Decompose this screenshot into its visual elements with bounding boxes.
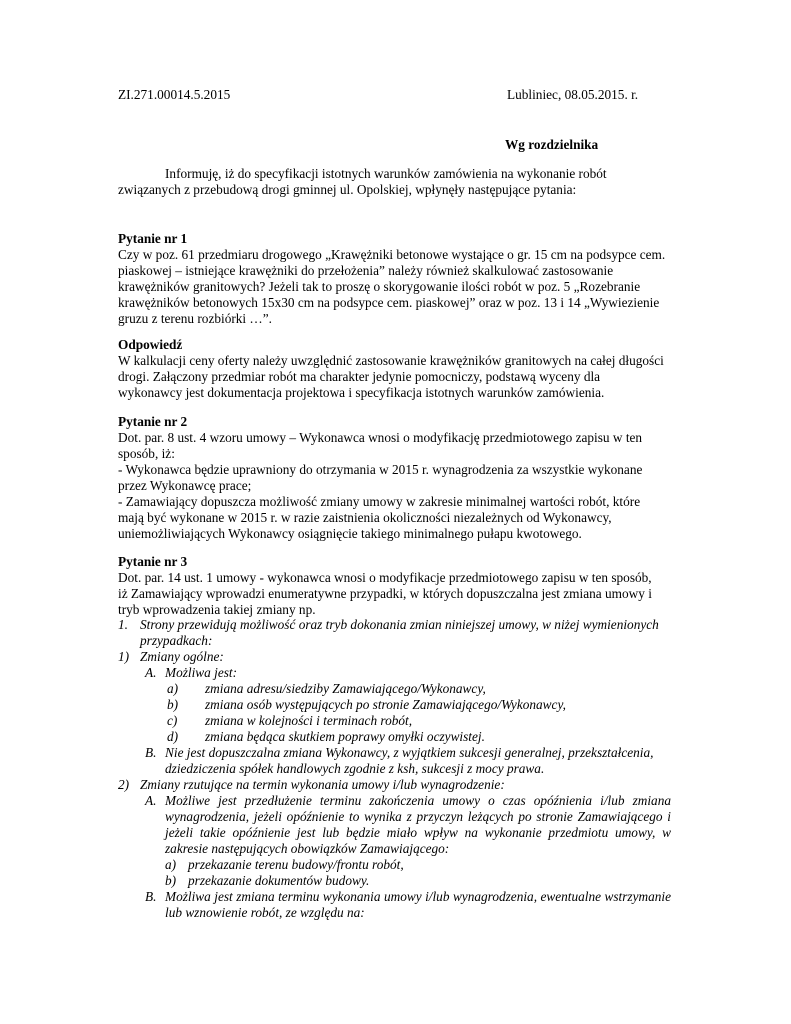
subsection-line: jeżeli takie opóźnienie jest lub będzie miało wpływ na wykonanie przedmiotu umowy, w <box>165 825 671 840</box>
section-number: 2) <box>118 777 130 792</box>
subsection-line: Możliwe jest przedłużenie terminu zakończenia umowy o czas opóźnienia i/lub zmiana <box>165 793 671 808</box>
list-letter: b) <box>165 873 177 888</box>
reference-number: ZI.271.00014.5.2015 <box>118 87 231 102</box>
list-item: zmiana adresu/siedziby Zamawiającego/Wykonawcy, <box>205 681 486 696</box>
question-1-line: krawężników betonowych 15x30 cm na podsypce cem. piaskowej” oraz w poz. 13 i 14 „Wywiezienie <box>118 295 660 310</box>
subsection-letter: B. <box>145 889 157 904</box>
question-1-line: piaskowej – istniejące krawężniki do przełożenia” należy również skalkulować zastosowanie <box>118 263 614 278</box>
list-item: przekazanie dokumentów budowy. <box>188 873 370 888</box>
question-3-line: iż Zamawiający wprowadzi enumeratywne przypadki, w których dopuszczalna jest zmiana umowy i <box>118 586 652 601</box>
intro-line: związanych z przebudową drogi gminnej ul. Opolskiej, wpłynęły następujące pytania: <box>118 182 577 197</box>
answer-1-line: drogi. Załączony przedmiar robót ma charakter jedynie pomocniczy, podstawą wyceny dla <box>118 369 601 384</box>
subsection-line: zakresie następujących obowiązków Zamawiającego: <box>165 841 450 856</box>
subsection-line: Możliwa jest zmiana terminu wykonania umowy i/lub wynagrodzenia, ewentualne wstrzymanie <box>165 889 671 904</box>
list-number: 1. <box>118 617 128 632</box>
subsection-letter: A. <box>145 793 157 808</box>
intro-line: Informuję, iż do specyfikacji istotnych warunków zamówienia na wykonanie robót <box>165 166 607 181</box>
question-3-line: Dot. par. 14 ust. 1 umowy - wykonawca wnosi o modyfikacje przedmiotowego zapisu w ten sposób, <box>118 570 652 585</box>
list-letter: a) <box>167 681 179 696</box>
place-date: Lubliniec, 08.05.2015. r. <box>507 87 639 102</box>
question-2-line: sposób, iż: <box>118 446 175 461</box>
list-letter: d) <box>167 729 179 744</box>
list-letter: c) <box>167 713 178 728</box>
question-2-line: uniemożliwiających Wykonawcy osiągnięcie takiego minimalnego pułapu kwotowego. <box>118 526 582 541</box>
question-2-heading: Pytanie nr 2 <box>118 414 188 429</box>
question-1-line: krawężników granitowych? Jeżeli tak to proszę o skorygowanie ilości robót w poz. 5 „Rozebranie <box>118 279 641 294</box>
list-item: zmiana w kolejności i terminach robót, <box>205 713 413 728</box>
subsection-letter: B. <box>145 745 157 760</box>
recipient: Wg rozdzielnika <box>505 137 599 152</box>
subsection-title: Możliwa jest: <box>165 665 238 680</box>
subsection-line: dziedziczenia spółek handlowych zgodnie z ksh, sukcesji z mocy prawa. <box>165 761 545 776</box>
question-1-line: gruzu z terenu rozbiórki …”. <box>118 311 272 326</box>
list-item: przekazanie terenu budowy/frontu robót, <box>188 857 404 872</box>
section-title: Zmiany rzutujące na termin wykonania umowy i/lub wynagrodzenie: <box>140 777 505 792</box>
question-2-line: - Zamawiający dopuszcza możliwość zmiany umowy w zakresie minimalnej wartości robót, które <box>118 494 641 509</box>
question-2-line: przez Wykonawcę prace; <box>118 478 252 493</box>
question-1-heading: Pytanie nr 1 <box>118 231 188 246</box>
subsection-line: wynagrodzenia, jeżeli opóźnienie to wynika z przyczyn leżących po stronie Zamawiającego i <box>165 809 671 824</box>
question-3-heading: Pytanie nr 3 <box>118 554 188 569</box>
section-title: Zmiany ogólne: <box>140 649 224 664</box>
question-2-line: mają być wykonane w 2015 r. w razie zaistnienia okoliczności niezależnych od Wykonawcy, <box>118 510 612 525</box>
list-item: zmiana będąca skutkiem poprawy omyłki oczywistej. <box>205 729 485 744</box>
section-number: 1) <box>118 649 130 664</box>
subsection-line: lub wznowienie robót, ze względu na: <box>165 905 365 920</box>
list-item-line: przypadkach: <box>140 633 213 648</box>
list-item: zmiana osób występujących po stronie Zamawiającego/Wykonawcy, <box>205 697 566 712</box>
answer-1-heading: Odpowiedź <box>118 337 183 352</box>
subsection-letter: A. <box>145 665 157 680</box>
subsection-line: Nie jest dopuszczalna zmiana Wykonawcy, z wyjątkiem sukcesji generalnej, przekształcenia, <box>165 745 654 760</box>
question-2-line: Dot. par. 8 ust. 4 wzoru umowy – Wykonawca wnosi o modyfikację przedmiotowego zapisu w ten <box>118 430 643 445</box>
question-3-line: tryb wprowadzenia takiej zmiany np. <box>118 602 316 617</box>
list-letter: b) <box>167 697 179 712</box>
answer-1-line: W kalkulacji ceny oferty należy uwzględnić zastosowanie krawężników granitowych na całej długości <box>118 353 664 368</box>
question-1-line: Czy w poz. 61 przedmiaru drogowego „Krawężniki betonowe wystające o gr. 15 cm na podsypce cem. <box>118 247 666 262</box>
list-item-line: Strony przewidują możliwość oraz tryb dokonania zmian niniejszej umowy, w niżej wymienionych <box>140 617 659 632</box>
question-2-line: - Wykonawca będzie uprawniony do otrzymania w 2015 r. wynagrodzenia za wszystkie wykonane <box>118 462 643 477</box>
answer-1-line: wykonawcy jest dokumentacja projektowa i specyfikacja istotnych warunków zamówienia. <box>118 385 605 400</box>
list-letter: a) <box>165 857 177 872</box>
